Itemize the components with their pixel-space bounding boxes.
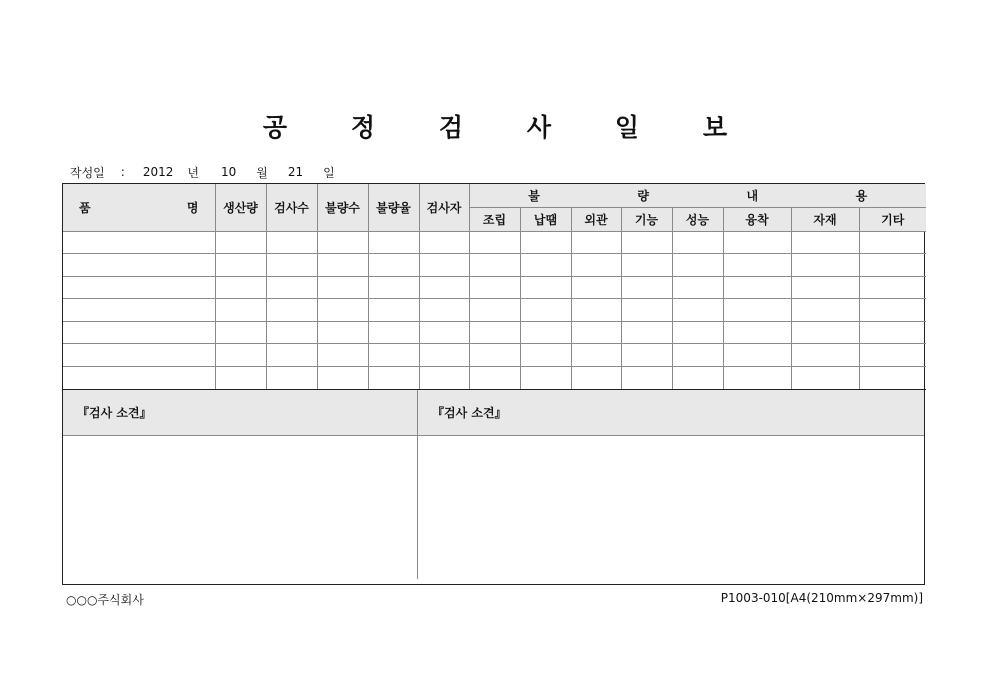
table-cell[interactable] <box>469 276 520 299</box>
date-day-unit: 일 <box>323 165 335 180</box>
table-row <box>63 299 926 322</box>
table-cell[interactable] <box>63 367 215 390</box>
company-name: ○○○주식회사 <box>66 593 144 607</box>
table-cell[interactable] <box>419 344 469 367</box>
table-row <box>63 231 926 254</box>
table-cell[interactable] <box>672 276 723 299</box>
opinion-left-label: 『검사 소견』 <box>63 390 417 436</box>
defect-details-char: 불 <box>528 189 540 203</box>
table-cell[interactable] <box>368 367 419 390</box>
table-cell[interactable] <box>672 254 723 277</box>
table-cell[interactable] <box>621 299 672 322</box>
table-cell[interactable] <box>266 344 317 367</box>
form-code: P1003-010[A4(210mm×297mm)] <box>720 591 923 605</box>
table-cell[interactable] <box>723 276 791 299</box>
table-cell[interactable] <box>621 276 672 299</box>
table-cell[interactable] <box>368 344 419 367</box>
table-cell[interactable] <box>859 254 926 277</box>
table-cell[interactable] <box>571 231 621 254</box>
table-cell[interactable] <box>571 321 621 344</box>
table-cell[interactable] <box>266 254 317 277</box>
date-year-unit: 년 <box>187 165 199 180</box>
table-cell[interactable] <box>266 321 317 344</box>
table-row <box>63 321 926 344</box>
table-cell[interactable] <box>571 344 621 367</box>
table-cell[interactable] <box>621 367 672 390</box>
table-cell[interactable] <box>419 276 469 299</box>
table-cell[interactable] <box>368 321 419 344</box>
table-cell[interactable] <box>63 231 215 254</box>
defect-details-header <box>469 184 926 208</box>
date-label: 작성일 <box>70 165 105 180</box>
table-cell[interactable] <box>791 344 859 367</box>
opinion-right <box>418 390 924 579</box>
table-cell[interactable] <box>63 299 215 322</box>
table-cell[interactable] <box>791 276 859 299</box>
table-row <box>63 254 926 277</box>
table-cell[interactable] <box>520 367 571 390</box>
table-cell[interactable] <box>621 321 672 344</box>
table-cell[interactable] <box>317 254 368 277</box>
inspection-qty-header: 검사수 <box>266 184 317 231</box>
table-cell[interactable] <box>672 231 723 254</box>
table-cell[interactable] <box>419 321 469 344</box>
defect-type-header: 기타 <box>859 208 926 232</box>
title-char: 일 <box>614 113 640 142</box>
table-cell[interactable] <box>317 299 368 322</box>
table-cell[interactable] <box>419 231 469 254</box>
table-cell[interactable] <box>520 254 571 277</box>
production-qty-header: 생산량 <box>215 184 266 231</box>
product-name-header-char: 품 <box>79 200 91 215</box>
defect-type-header: 외관 <box>571 208 621 232</box>
table-cell[interactable] <box>672 299 723 322</box>
table-cell[interactable] <box>419 254 469 277</box>
table-row <box>63 344 926 367</box>
table-cell[interactable] <box>672 321 723 344</box>
defect-details-char: 용 <box>855 189 868 203</box>
opinion-section <box>63 390 924 579</box>
table-cell[interactable] <box>723 321 791 344</box>
document-title <box>0 106 990 146</box>
defect-details-char: 내 <box>746 189 759 203</box>
table-cell[interactable] <box>419 299 469 322</box>
table-cell[interactable] <box>215 321 266 344</box>
table-cell[interactable] <box>419 367 469 390</box>
table-cell[interactable] <box>266 367 317 390</box>
table-cell[interactable] <box>317 231 368 254</box>
defect-rate-header: 불량율 <box>368 184 419 231</box>
table-cell[interactable] <box>266 231 317 254</box>
date-month[interactable]: 10 <box>220 165 237 179</box>
table-cell[interactable] <box>63 321 215 344</box>
product-name-header <box>63 184 215 231</box>
table-cell[interactable] <box>215 344 266 367</box>
table-cell[interactable] <box>571 276 621 299</box>
date-colon: : <box>120 165 125 179</box>
table-row <box>63 276 926 299</box>
table-cell[interactable] <box>317 367 368 390</box>
title-char: 공 <box>262 113 288 142</box>
title-char: 검 <box>438 113 464 142</box>
table-cell[interactable] <box>520 321 571 344</box>
inspector-header: 검사자 <box>419 184 469 231</box>
table-cell[interactable] <box>469 321 520 344</box>
table-cell[interactable] <box>215 367 266 390</box>
table-cell[interactable] <box>621 231 672 254</box>
defect-qty-header: 불량수 <box>317 184 368 231</box>
table-cell[interactable] <box>215 254 266 277</box>
date-year[interactable]: 2012 <box>142 165 174 179</box>
table-cell[interactable] <box>469 299 520 322</box>
table-cell[interactable] <box>520 231 571 254</box>
table-cell[interactable] <box>621 344 672 367</box>
defect-type-header: 기능 <box>621 208 672 232</box>
table-cell[interactable] <box>859 344 926 367</box>
table-cell[interactable] <box>672 344 723 367</box>
table-cell[interactable] <box>723 231 791 254</box>
table-cell[interactable] <box>621 254 672 277</box>
table-cell[interactable] <box>469 344 520 367</box>
opinion-right-area[interactable] <box>418 436 924 579</box>
table-cell[interactable] <box>791 367 859 390</box>
table-cell[interactable] <box>672 367 723 390</box>
table-cell[interactable] <box>266 299 317 322</box>
table-cell[interactable] <box>63 276 215 299</box>
opinion-left-area[interactable] <box>63 436 417 579</box>
opinion-right-label: 『검사 소견』 <box>418 390 924 436</box>
table-cell[interactable] <box>520 276 571 299</box>
table-cell[interactable] <box>317 321 368 344</box>
title-char: 보 <box>702 113 728 142</box>
table-cell[interactable] <box>368 299 419 322</box>
table-cell[interactable] <box>571 254 621 277</box>
table-cell[interactable] <box>571 367 621 390</box>
defect-type-header: 융착 <box>723 208 791 232</box>
table-cell[interactable] <box>317 276 368 299</box>
table-cell[interactable] <box>469 231 520 254</box>
title-char: 정 <box>350 113 376 142</box>
table-cell[interactable] <box>63 344 215 367</box>
defect-type-header: 납땜 <box>520 208 571 232</box>
table-cell[interactable] <box>859 231 926 254</box>
product-name-header-char: 명 <box>186 200 199 215</box>
table-cell[interactable] <box>469 254 520 277</box>
table-cell[interactable] <box>469 367 520 390</box>
table-cell[interactable] <box>571 299 621 322</box>
table-cell[interactable] <box>723 254 791 277</box>
table-cell[interactable] <box>215 299 266 322</box>
table-cell[interactable] <box>723 299 791 322</box>
table-cell[interactable] <box>791 254 859 277</box>
table-cell[interactable] <box>317 344 368 367</box>
table-cell[interactable] <box>859 276 926 299</box>
table-cell[interactable] <box>859 367 926 390</box>
table-cell[interactable] <box>215 276 266 299</box>
table-cell[interactable] <box>723 344 791 367</box>
table-cell[interactable] <box>368 254 419 277</box>
table-cell[interactable] <box>859 299 926 322</box>
defect-type-header: 조립 <box>469 208 520 232</box>
table-cell[interactable] <box>791 321 859 344</box>
table-cell[interactable] <box>791 299 859 322</box>
defect-type-header: 자재 <box>791 208 859 232</box>
date-row <box>70 163 335 181</box>
table-row <box>63 367 926 390</box>
table-cell[interactable] <box>368 276 419 299</box>
table-cell[interactable] <box>859 321 926 344</box>
table-cell[interactable] <box>215 231 266 254</box>
table-cell[interactable] <box>266 276 317 299</box>
table-cell[interactable] <box>520 344 571 367</box>
table-body <box>63 231 926 389</box>
defect-details-char: 량 <box>637 189 649 203</box>
title-char: 사 <box>526 113 552 142</box>
table-cell[interactable] <box>791 231 859 254</box>
table-cell[interactable] <box>520 299 571 322</box>
opinion-left <box>63 390 418 579</box>
inspection-table <box>63 184 926 390</box>
table-cell[interactable] <box>368 231 419 254</box>
inspection-form <box>62 183 925 585</box>
date-month-unit: 월 <box>256 165 268 180</box>
date-day[interactable]: 21 <box>287 165 304 179</box>
defect-type-header: 성능 <box>672 208 723 232</box>
table-cell[interactable] <box>63 254 215 277</box>
table-cell[interactable] <box>723 367 791 390</box>
